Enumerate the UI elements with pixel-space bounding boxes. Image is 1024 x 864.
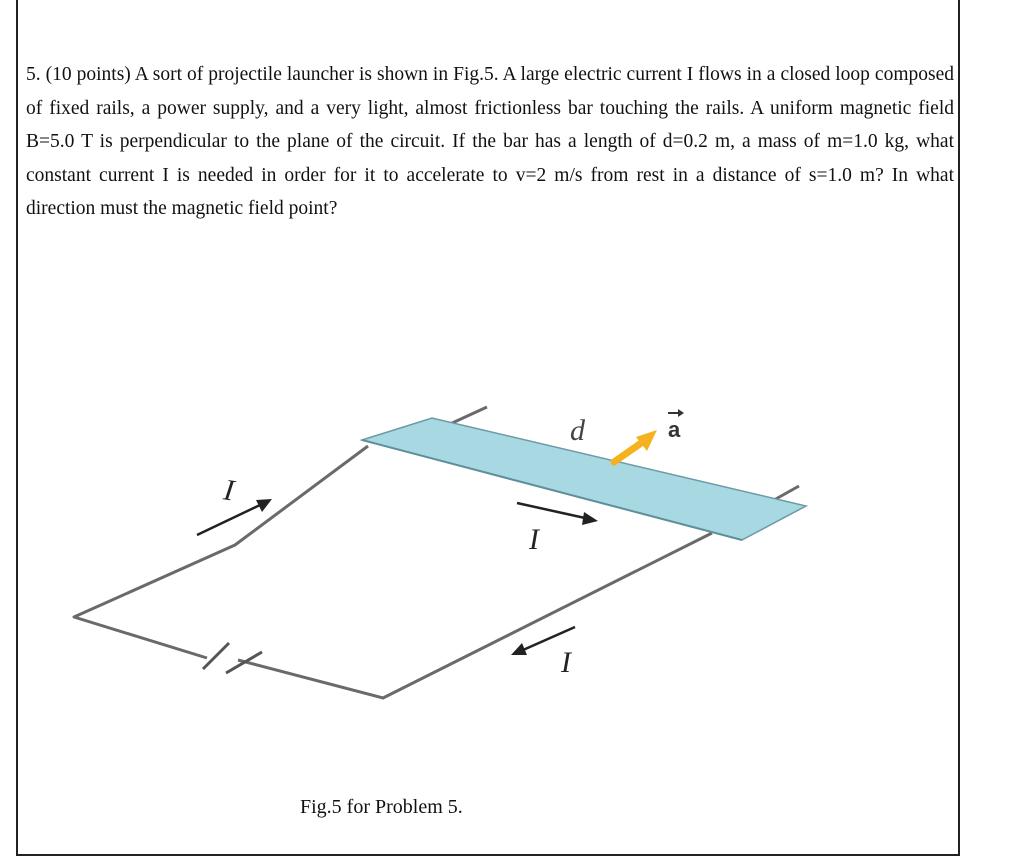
battery-plate-short	[226, 652, 262, 673]
near-rail-extension	[774, 486, 799, 500]
current-arrowhead-bar	[582, 512, 598, 525]
label-current-left: I	[221, 473, 237, 508]
near-rail	[238, 533, 712, 698]
far-rail-extension	[450, 407, 487, 424]
far-rail	[74, 446, 368, 658]
battery-plate-long	[203, 643, 229, 669]
label-bar-length: d	[570, 414, 585, 447]
current-arrow-left	[197, 505, 260, 535]
acceleration-arrow	[614, 441, 644, 462]
label-current-bar: I	[529, 523, 539, 556]
problem-statement: 5. (10 points) A sort of projectile launcher is shown in Fig.5. A large electric current I flows in a closed loop composed of fixed rails, a power supply, and a very light, almost frictionless bar touching the rails. A uniform magnetic field B=5.0 T is perpendicular to the plane of the circuit. If the bar has a length of d=0.2 m, a mass of m=1.0 kg, what constant current I is needed in order for it to accelerate to v=2 m/s from rest in a distance of s=1.0 m? In what direction must the magnetic field point?	[26, 64, 954, 219]
acceleration-vector-mark-head	[678, 409, 684, 417]
label-current-near-rail: I	[561, 646, 571, 679]
label-acceleration: a	[668, 417, 681, 442]
figure-caption: Fig.5 for Problem 5.	[300, 796, 463, 818]
current-arrow-bar	[517, 503, 585, 518]
